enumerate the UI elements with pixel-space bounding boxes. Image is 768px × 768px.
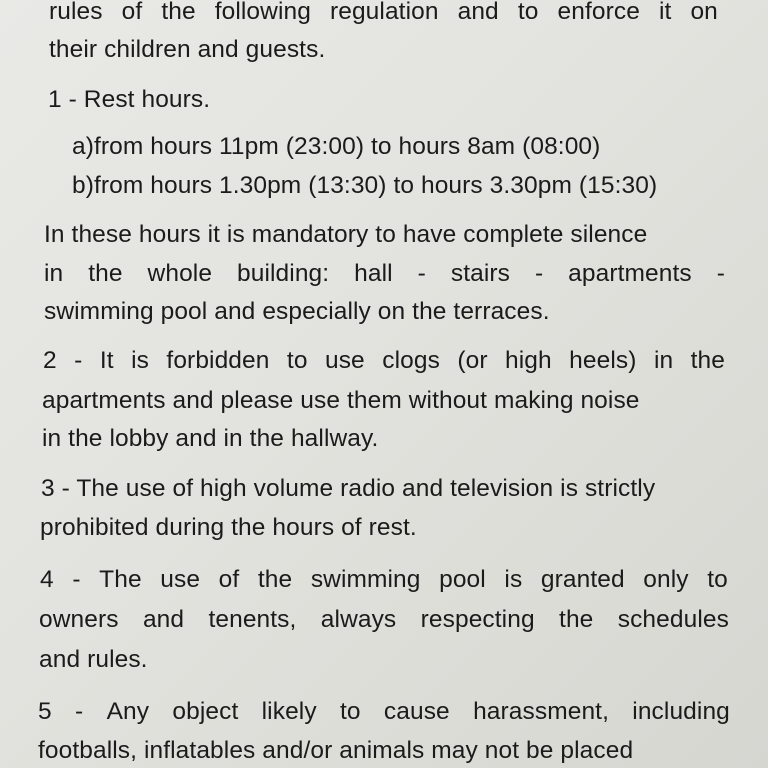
word: likely (261, 698, 317, 725)
rule-2-line-3: in the lobby and in the hallway. (42, 425, 379, 452)
word: schedules (617, 606, 729, 633)
word: use (160, 566, 201, 593)
word: (or (457, 347, 488, 374)
rule-5-line-1 (38, 697, 730, 727)
word: the (559, 606, 594, 633)
word: - (72, 566, 81, 593)
rule-1-item-b: b)from hours 1.30pm (13:30) to hours 3.30pm (15:30) (72, 172, 658, 199)
word: of (121, 0, 143, 25)
word: whole (147, 260, 213, 287)
word: heels) (569, 347, 637, 374)
word: enforce (557, 0, 640, 25)
rule-1-note-line-2 (44, 259, 725, 289)
word: tenents, (208, 606, 297, 633)
rule-2-line-1 (43, 346, 725, 376)
word: 4 (40, 566, 54, 593)
word: in (653, 347, 674, 374)
word: to (707, 566, 728, 593)
word: and (142, 606, 185, 633)
word: including (632, 698, 730, 725)
word: it (658, 0, 672, 25)
word: respecting (420, 606, 535, 633)
word: following (214, 0, 311, 25)
word: to (286, 347, 308, 374)
word: granted (540, 566, 625, 593)
rule-2-line-2: apartments and please use them without making noise (42, 387, 640, 414)
rule-3-line-1: 3 - The use of high volume radio and television is strictly (41, 475, 656, 502)
word: is (504, 566, 523, 593)
word: the (88, 260, 123, 287)
word: 5 (38, 698, 52, 725)
word: use (324, 347, 365, 374)
word: the (161, 0, 196, 25)
rule-1-note-line-1: In these hours it is mandatory to have complete silence (44, 221, 648, 248)
word: apartments (568, 260, 692, 287)
rule-4-line-1 (40, 565, 728, 595)
word: and (457, 0, 499, 25)
word: 2 (43, 347, 57, 374)
word: in (44, 260, 64, 287)
word: high (505, 347, 552, 374)
word: is (131, 347, 149, 374)
intro-line-2: their children and guests. (49, 36, 326, 63)
intro-line-1 (49, 0, 718, 27)
word: rules (49, 0, 103, 25)
word: the (690, 347, 725, 374)
word: always (320, 606, 397, 633)
word: regulation (329, 0, 439, 25)
rule-1-note-line-3: swimming pool and especially on the terraces. (44, 298, 550, 325)
word: swimming (310, 566, 421, 593)
word: Any (106, 698, 150, 725)
word: of (218, 566, 240, 593)
word: only (643, 566, 689, 593)
word: pool (439, 566, 486, 593)
word: on (690, 0, 718, 25)
word: building: (237, 260, 330, 287)
rule-4-line-2 (39, 605, 729, 635)
rule-1-item-a: a)from hours 11pm (23:00) to hours 8am (08:00) (72, 133, 601, 160)
word: stairs (450, 260, 510, 287)
word: clogs (382, 347, 440, 374)
word: harassment, (473, 698, 609, 725)
word: - (716, 260, 725, 287)
word: It (99, 347, 114, 374)
word: - (417, 260, 426, 287)
word: forbidden (166, 347, 270, 374)
word: to (339, 698, 361, 725)
rule-3-line-2: prohibited during the hours of rest. (40, 514, 417, 541)
word: to (517, 0, 539, 25)
word: - (74, 347, 83, 374)
word: The (99, 566, 142, 593)
word: cause (383, 698, 450, 725)
word: object (172, 698, 239, 725)
word: - (75, 698, 84, 725)
word: hall (354, 260, 393, 287)
rule-5-line-2: footballs, inflatables and/or animals may not be placed (38, 737, 634, 764)
word: - (534, 260, 544, 287)
rule-1-heading: 1 - Rest hours. (48, 86, 211, 113)
rule-4-line-3: and rules. (39, 646, 148, 673)
word: the (257, 566, 293, 593)
word: owners (39, 606, 119, 633)
